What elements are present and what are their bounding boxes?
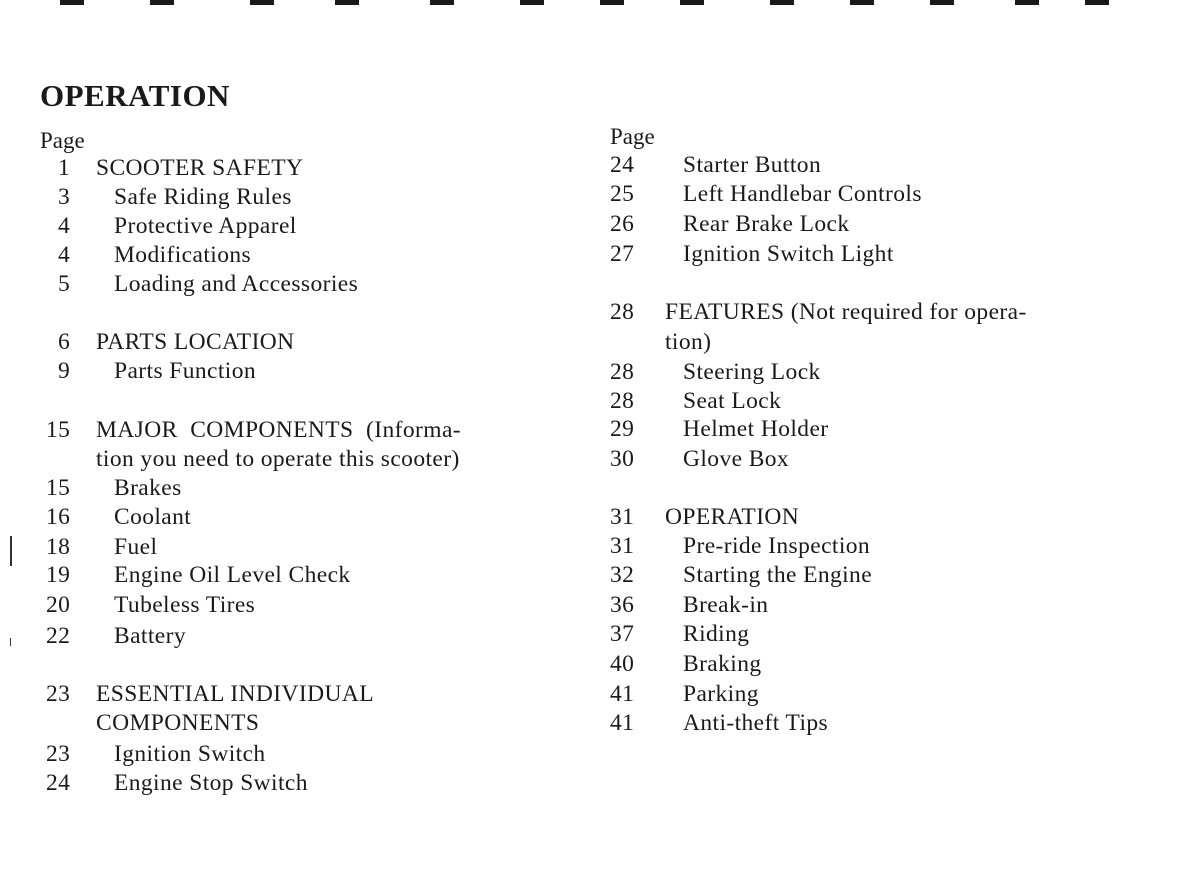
top-edge-fragments [0, 0, 1200, 8]
scan-mark [10, 638, 11, 646]
toc-page-number: 23 [46, 741, 71, 767]
toc-entry-title: Engine Stop Switch [114, 770, 308, 796]
toc-page-number: 22 [46, 623, 71, 649]
right-page-label: Page [610, 124, 655, 149]
letter-fragment [850, 0, 874, 5]
letter-fragment [680, 0, 704, 5]
toc-entry-title: Starting the Engine [683, 562, 873, 588]
toc-page-number: 27 [610, 241, 635, 267]
toc-page-number: 16 [46, 504, 71, 530]
toc-entry-title: Ignition Switch [114, 741, 266, 767]
toc-page-number: 5 [58, 271, 71, 297]
toc-page-number: 28 [610, 299, 635, 325]
letter-fragment [1085, 0, 1109, 5]
toc-entry-title: Loading and Accessories [114, 271, 359, 297]
scan-mark [10, 536, 12, 566]
toc-entry-title: tion) [665, 329, 712, 355]
toc-page-number: 15 [46, 417, 71, 443]
toc-entry-title: Left Handlebar Controls [683, 181, 922, 207]
toc-entry-title: Braking [683, 651, 762, 677]
toc-entry-title: Coolant [114, 504, 192, 530]
toc-page-number: 31 [610, 533, 635, 559]
letter-fragment [520, 0, 544, 5]
toc-entry-title: Modifications [114, 242, 252, 268]
toc-page-number: 29 [610, 416, 635, 442]
left-page-label: Page [40, 128, 85, 153]
toc-page-number: 24 [610, 152, 635, 178]
toc-page-number: 31 [610, 504, 635, 530]
toc-entry-title: SCOOTER SAFETY [96, 155, 304, 181]
letter-fragment [250, 0, 274, 5]
toc-entry-title: Seat Lock [683, 388, 782, 414]
toc-page-number: 28 [610, 359, 635, 385]
toc-entry-title: Brakes [114, 475, 182, 501]
letter-fragment [1015, 0, 1039, 5]
toc-entry-title: Rear Brake Lock [683, 211, 850, 237]
toc-page-number: 40 [610, 651, 635, 677]
toc-page-number: 3 [58, 184, 71, 210]
toc-entry-title: FEATURES (Not required for opera- [665, 299, 1027, 325]
toc-page-number: 18 [46, 534, 71, 560]
toc-page-number: 30 [610, 446, 635, 472]
toc-entry-title: MAJOR COMPONENTS (Informa- [96, 417, 461, 443]
toc-page-number: 9 [58, 358, 71, 384]
toc-page-number: 24 [46, 770, 71, 796]
toc-entry-title: Starter Button [683, 152, 822, 178]
toc-page-number: 41 [610, 681, 635, 707]
toc-entry-title: Tubeless Tires [114, 592, 256, 618]
toc-page-number: 4 [58, 242, 71, 268]
letter-fragment [430, 0, 454, 5]
toc-entry-title: Anti-theft Tips [683, 710, 829, 736]
toc-entry-title: Steering Lock [683, 359, 821, 385]
toc-entry-title: Glove Box [683, 446, 790, 472]
letter-fragment [150, 0, 174, 5]
toc-page-number: 1 [58, 155, 71, 181]
toc-page-number: 6 [58, 329, 71, 355]
letter-fragment [600, 0, 624, 5]
toc-page-number: 26 [610, 211, 635, 237]
letter-fragment [930, 0, 954, 5]
toc-entry-title: Safe Riding Rules [114, 184, 292, 210]
letter-fragment [60, 0, 84, 5]
toc-entry-title: Battery [114, 623, 186, 649]
toc-entry-title: Fuel [114, 534, 158, 560]
toc-page-number: 41 [610, 710, 635, 736]
toc-entry-title: Pre-ride Inspection [683, 533, 871, 559]
toc-entry-title: OPERATION [665, 504, 800, 530]
toc-entry-title: Parking [683, 681, 759, 707]
toc-page-number: 37 [610, 621, 635, 647]
toc-entry-title: Protective Apparel [114, 213, 297, 239]
toc-entry-title: Helmet Holder [683, 416, 829, 442]
toc-page-number: 20 [46, 592, 71, 618]
toc-entry-title: ESSENTIAL INDIVIDUAL [96, 681, 374, 707]
toc-page-number: 19 [46, 562, 71, 588]
toc-entry-title: Parts Function [114, 358, 257, 384]
toc-page-number: 25 [610, 181, 635, 207]
toc-entry-title: Riding [683, 621, 750, 647]
toc-entry-title: tion you need to operate this scooter) [96, 446, 460, 472]
letter-fragment [770, 0, 794, 5]
toc-entry-title: Ignition Switch Light [683, 241, 894, 267]
toc-page-number: 23 [46, 681, 71, 707]
toc-page-number: 32 [610, 562, 635, 588]
toc-entry-title: Break-in [683, 592, 769, 618]
toc-page-number: 15 [46, 475, 71, 501]
toc-entry-title: COMPONENTS [96, 710, 260, 736]
toc-entry-title: PARTS LOCATION [96, 329, 295, 355]
toc-page-number: 4 [58, 213, 71, 239]
toc-entry-title: Engine Oil Level Check [114, 562, 351, 588]
toc-page-number: 36 [610, 592, 635, 618]
page-title: OPERATION [40, 78, 230, 113]
toc-page-number: 28 [610, 388, 635, 414]
letter-fragment [335, 0, 359, 5]
